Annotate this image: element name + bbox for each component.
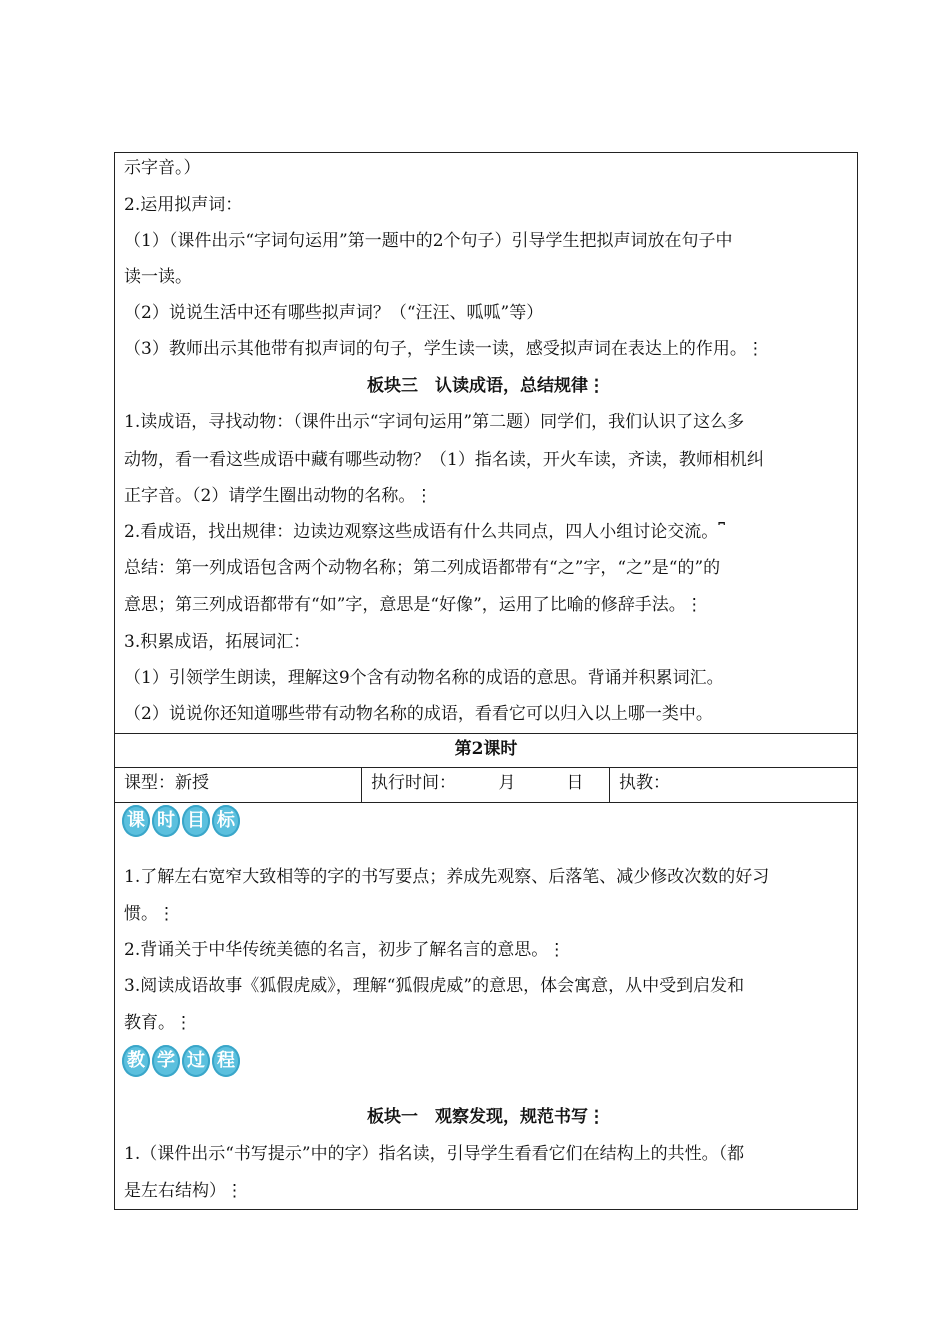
text-line: 1.（课件出示“书写提示”中的字）指名读，引导学生看看它们在结构上的共性。（都 <box>124 1144 745 1164</box>
badge-char: 学 <box>152 1045 180 1077</box>
table-column-divider <box>609 767 610 802</box>
text-line: 1.了解左右宽窄大致相等的字的书写要点；养成先观察、后落笔、减少修改次数的好习 <box>124 867 770 887</box>
text-line: 是左右结构）⋮ <box>124 1181 243 1201</box>
teaching-process-badge <box>122 1045 240 1079</box>
table-column-divider <box>361 767 362 802</box>
text-line: 3.阅读成语故事《狐假虎威》，理解“狐假虎威”的意思，体会寓意，从中受到启发和 <box>124 976 745 996</box>
text-line: 正字音。（2）请学生圈出动物的名称。⋮ <box>124 486 433 506</box>
text-line: 总结：第一列成语包含两个动物名称；第二列成语都带有“之”字，“之”是“的”的 <box>124 558 721 578</box>
badge-char: 时 <box>152 805 180 837</box>
text-line: 教育。⋮ <box>124 1013 192 1033</box>
text-line: 读一读。 <box>124 267 192 287</box>
text-line: （1）（课件出示“字词句运用”第一题中的2个句子）引导学生把拟声词放在句子中 <box>124 231 733 251</box>
table-divider <box>114 733 858 734</box>
teacher-cell: 执教： <box>619 773 670 793</box>
text-line: 3.积累成语，拓展词汇： <box>124 632 311 652</box>
text-line: 2.运用拟声词： <box>124 195 243 215</box>
badge-char: 教 <box>122 1045 150 1077</box>
text-line: （2）说说你还知道哪些带有动物名称的成语，看看它可以归入以上哪一类中。 <box>124 704 713 724</box>
execution-time-cell: 执行时间： 月 日 <box>371 773 584 793</box>
table-divider <box>114 767 858 768</box>
badge-char: 过 <box>182 1045 210 1077</box>
text-line: 惯。⋮ <box>124 904 175 924</box>
lesson-goals-badge <box>122 805 240 839</box>
text-line: 意思；第三列成语都带有“如”字，意思是“好像”，运用了比喻的修辞手法。⋮ <box>124 595 703 615</box>
badge-char: 程 <box>212 1045 240 1077</box>
text-line: 2.看成语，找出规律：边读边观察这些成语有什么共同点，四人小组讨论交流。⎴ <box>124 522 726 542</box>
text-line: （1）引领学生朗读，理解这9个含有动物名称的成语的意思。背诵并积累词汇。 <box>124 668 724 688</box>
text-line: 2.背诵关于中华传统美德的名言，初步了解名言的意思。⋮ <box>124 940 566 960</box>
table-divider <box>114 802 858 803</box>
badge-char: 课 <box>122 805 150 837</box>
lesson2-title: 第2课时 <box>454 739 518 759</box>
text-line: 1.读成语，寻找动物：（课件出示“字词句运用”第二题）同学们，我们认识了这么多 <box>124 412 745 432</box>
block3-heading: 板块三 认读成语，总结规律⋮ <box>367 376 605 396</box>
lesson-type-cell: 课型：新授 <box>124 773 209 793</box>
badge-char: 标 <box>212 805 240 837</box>
text-line: （2）说说生活中还有哪些拟声词？（“汪汪、呱呱”等） <box>124 303 544 323</box>
badge-char: 目 <box>182 805 210 837</box>
text-line: 动物，看一看这些成语中藏有哪些动物？（1）指名读，开火车读，齐读，教师相机纠 <box>124 450 764 470</box>
block1-heading: 板块一 观察发现，规范书写⋮ <box>367 1107 605 1127</box>
text-line: （3）教师出示其他带有拟声词的句子，学生读一读，感受拟声词在表达上的作用。⋮ <box>124 339 764 359</box>
text-line: 示字音。） <box>124 158 201 178</box>
